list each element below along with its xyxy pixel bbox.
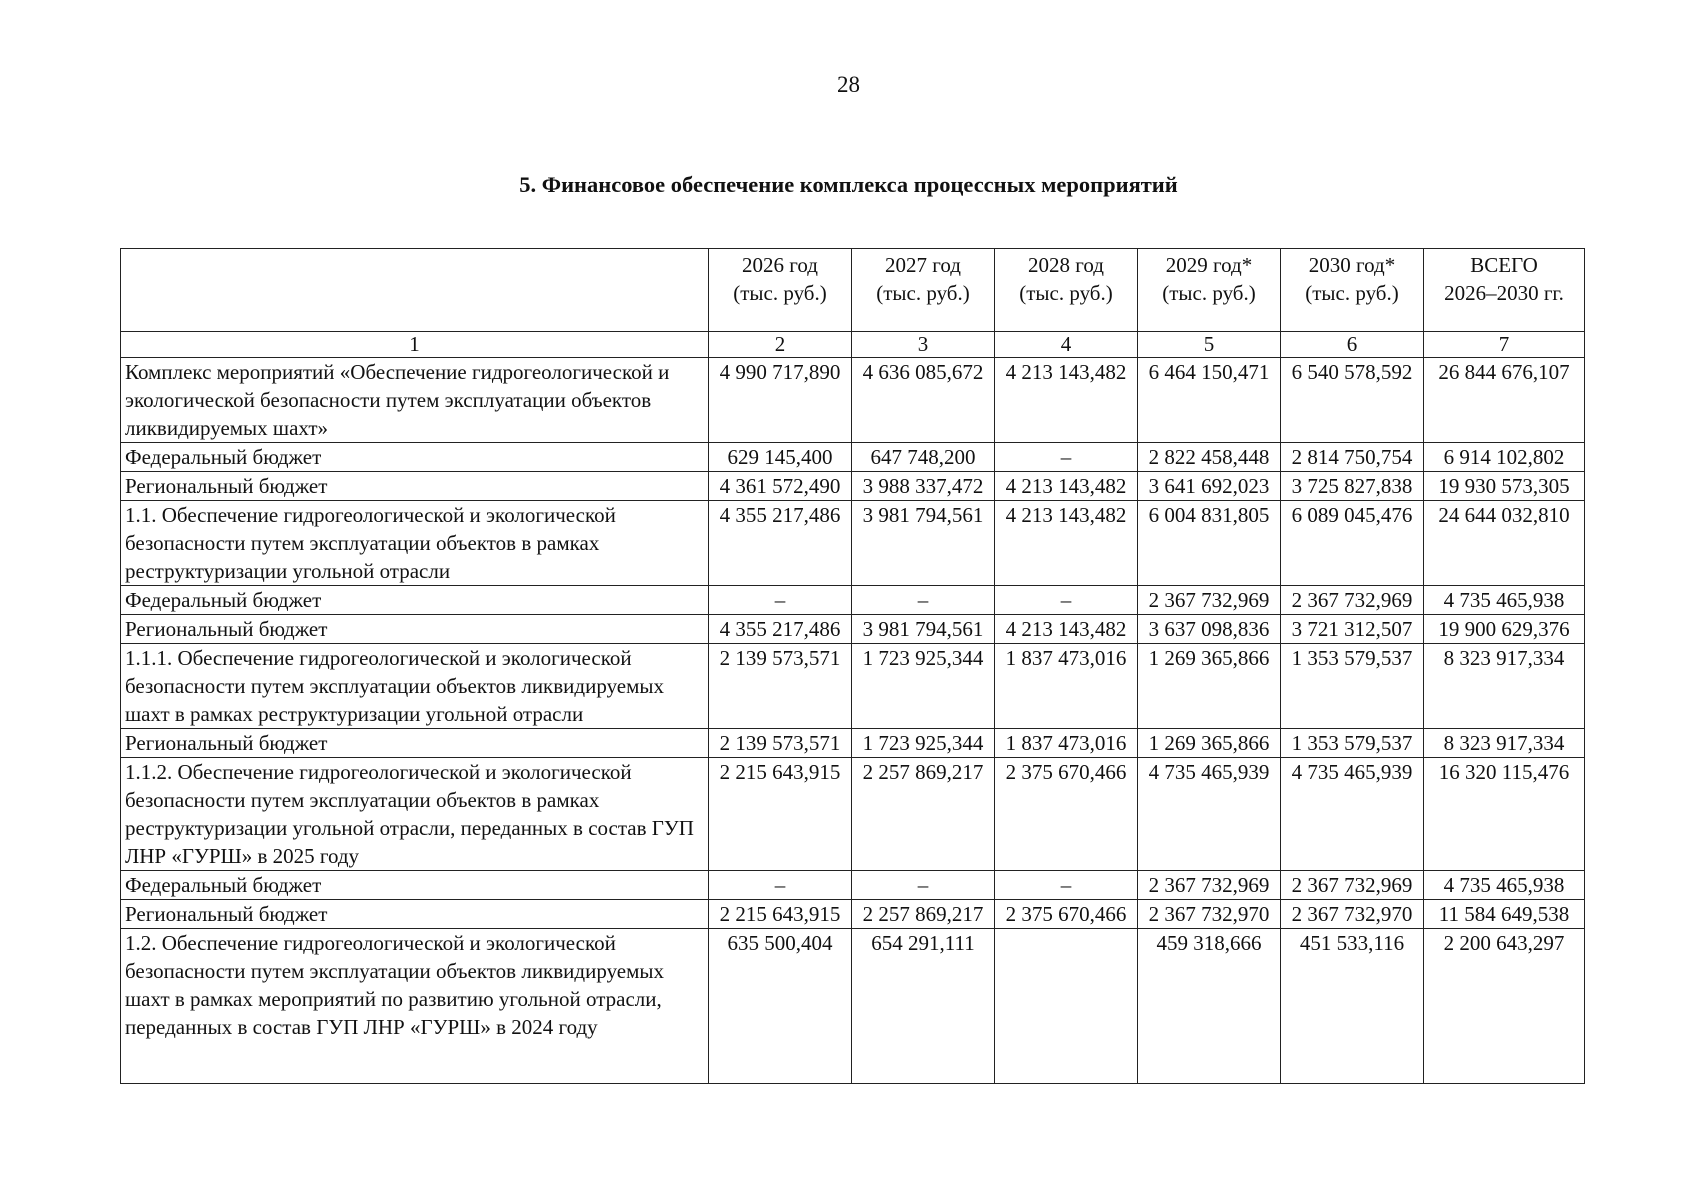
row-value: – [709,871,852,900]
table-row [121,929,1585,1084]
row-value: 3 981 794,561 [852,501,995,586]
row-label: 1.2. Обеспечение гидрогеологической и экологической безопасности путем эксплуатации объектов ликвидируемых шахт в рамках мероприятий по развитию угольной отрасли, переданных в состав ГУП ЛНР «ГУРШ» в 2024 году [121,929,709,1084]
header-year-label: 2030 год* [1308,253,1396,277]
header-year-label: 2029 год* [1165,253,1253,277]
row-value: – [995,871,1138,900]
row-value: 6 914 102,802 [1424,443,1585,472]
row-value: 24 644 032,810 [1424,501,1585,586]
financing-table [120,248,1585,1084]
row-value: 2 139 573,571 [709,729,852,758]
row-label: Региональный бюджет [121,900,709,929]
header-total-label: ВСЕГО [1470,253,1538,277]
row-value: 4 213 143,482 [995,501,1138,586]
table-row [121,443,1585,472]
header-year-2030 [1281,249,1424,332]
row-value: 4 990 717,890 [709,358,852,443]
table-row [121,615,1585,644]
column-number: 7 [1424,332,1585,358]
table-row [121,586,1585,615]
row-value: 4 636 085,672 [852,358,995,443]
row-label: Региональный бюджет [121,615,709,644]
row-value: 26 844 676,107 [1424,358,1585,443]
row-label: 1.1.1. Обеспечение гидрогеологической и экологической безопасности путем эксплуатации объектов ликвидируемых шахт в рамках реструктуризации угольной отрасли [121,644,709,729]
row-value: 2 215 643,915 [709,758,852,871]
header-year-2026 [709,249,852,332]
header-empty-cell [121,249,709,332]
row-value: 3 725 827,838 [1281,472,1424,501]
table-row [121,358,1585,443]
table-row [121,501,1585,586]
header-year-label: 2028 год [1028,253,1104,277]
row-value: 629 145,400 [709,443,852,472]
row-value: 2 257 869,217 [852,758,995,871]
row-value: 4 213 143,482 [995,358,1138,443]
column-number: 1 [121,332,709,358]
row-value: 2 367 732,970 [1281,900,1424,929]
row-label: Региональный бюджет [121,729,709,758]
row-value: 3 981 794,561 [852,615,995,644]
row-value: 2 215 643,915 [709,900,852,929]
column-number: 6 [1281,332,1424,358]
column-number-row [121,332,1585,358]
header-unit-label: (тыс. руб.) [733,281,827,305]
row-label: Федеральный бюджет [121,586,709,615]
row-label: Федеральный бюджет [121,443,709,472]
row-value: 1 269 365,866 [1138,644,1281,729]
row-value: 1 353 579,537 [1281,644,1424,729]
column-number: 5 [1138,332,1281,358]
row-value: 459 318,666 [1138,929,1281,1084]
row-value: 4 735 465,938 [1424,871,1585,900]
row-value: 3 641 692,023 [1138,472,1281,501]
row-value: 3 637 098,836 [1138,615,1281,644]
row-value: 1 353 579,537 [1281,729,1424,758]
row-value: 2 814 750,754 [1281,443,1424,472]
table-header-row [121,249,1585,332]
row-value: 11 584 649,538 [1424,900,1585,929]
row-value: 4 735 465,939 [1138,758,1281,871]
row-value: 1 723 925,344 [852,729,995,758]
row-label: Комплекс мероприятий «Обеспечение гидрогеологической и экологической безопасности путем эксплуатации объектов ликвидируемых шахт» [121,358,709,443]
row-value: 6 540 578,592 [1281,358,1424,443]
row-value: 1 837 473,016 [995,729,1138,758]
row-value: 2 139 573,571 [709,644,852,729]
row-value: 635 500,404 [709,929,852,1084]
row-value: 654 291,111 [852,929,995,1084]
header-unit-label: (тыс. руб.) [1305,281,1399,305]
row-value [995,929,1138,1084]
row-value: 2 200 643,297 [1424,929,1585,1084]
row-label: Федеральный бюджет [121,871,709,900]
row-value: 6 464 150,471 [1138,358,1281,443]
row-value: – [995,443,1138,472]
row-value: 8 323 917,334 [1424,729,1585,758]
table-row [121,871,1585,900]
row-value: 2 367 732,969 [1281,586,1424,615]
row-value: 2 367 732,970 [1138,900,1281,929]
table-row [121,758,1585,871]
column-number: 3 [852,332,995,358]
row-value: 4 361 572,490 [709,472,852,501]
column-number: 2 [709,332,852,358]
row-value: 4 213 143,482 [995,615,1138,644]
row-value: 2 367 732,969 [1138,586,1281,615]
row-value: 6 004 831,805 [1138,501,1281,586]
header-unit-label: (тыс. руб.) [1019,281,1113,305]
row-value: 8 323 917,334 [1424,644,1585,729]
header-year-2029 [1138,249,1281,332]
header-year-2027 [852,249,995,332]
section-title: 5. Финансовое обеспечение комплекса процессных мероприятий [519,172,1178,197]
row-value: – [852,586,995,615]
row-value: 4 355 217,486 [709,615,852,644]
table-row [121,472,1585,501]
row-value: – [852,871,995,900]
row-value: 1 837 473,016 [995,644,1138,729]
row-value: 2 367 732,969 [1281,871,1424,900]
column-number: 4 [995,332,1138,358]
row-value: 4 735 465,938 [1424,586,1585,615]
row-label: 1.1.2. Обеспечение гидрогеологической и экологической безопасности путем эксплуатации объектов в рамках реструктуризации угольной отрасли, переданных в состав ГУП ЛНР «ГУРШ» в 2025 году [121,758,709,871]
row-value: 2 822 458,448 [1138,443,1281,472]
row-value: 451 533,116 [1281,929,1424,1084]
header-unit-label: (тыс. руб.) [876,281,970,305]
table-row [121,729,1585,758]
page-number: 28 [837,72,860,97]
header-unit-label: (тыс. руб.) [1162,281,1256,305]
row-value: 16 320 115,476 [1424,758,1585,871]
header-year-label: 2027 год [885,253,961,277]
row-value: 4 213 143,482 [995,472,1138,501]
row-value: 1 269 365,866 [1138,729,1281,758]
row-value: 19 900 629,376 [1424,615,1585,644]
row-value: 2 257 869,217 [852,900,995,929]
row-value: 6 089 045,476 [1281,501,1424,586]
header-year-2028 [995,249,1138,332]
header-total [1424,249,1585,332]
row-value: 2 375 670,466 [995,758,1138,871]
row-value: 2 375 670,466 [995,900,1138,929]
row-value: 19 930 573,305 [1424,472,1585,501]
row-value: 4 355 217,486 [709,501,852,586]
row-value: 3 988 337,472 [852,472,995,501]
header-total-period: 2026–2030 гг. [1444,281,1564,305]
row-value: 647 748,200 [852,443,995,472]
row-value: 2 367 732,969 [1138,871,1281,900]
row-value: – [995,586,1138,615]
row-label: Региональный бюджет [121,472,709,501]
row-value: 3 721 312,507 [1281,615,1424,644]
row-value: 4 735 465,939 [1281,758,1424,871]
table-row [121,644,1585,729]
row-value: – [709,586,852,615]
table-row [121,900,1585,929]
row-value: 1 723 925,344 [852,644,995,729]
header-year-label: 2026 год [742,253,818,277]
row-label: 1.1. Обеспечение гидрогеологической и экологической безопасности путем эксплуатации объектов в рамках реструктуризации угольной отрасли [121,501,709,586]
